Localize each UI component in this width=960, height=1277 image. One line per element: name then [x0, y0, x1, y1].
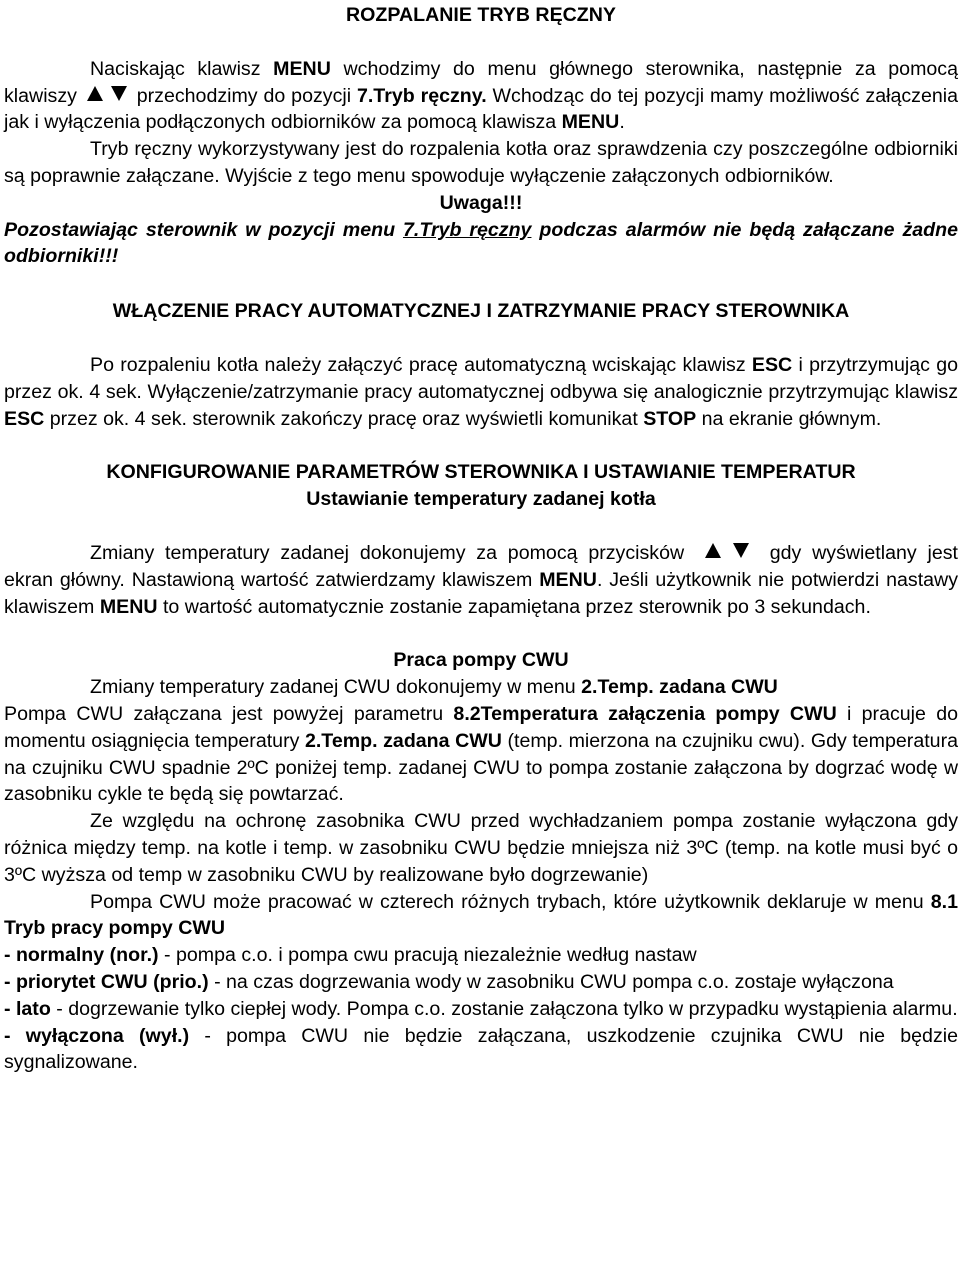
- paragraph-automatic-mode: Po rozpaleniu kotła należy załączyć pracę automatyczną wciskając klawisz ESC i przytrzymując go przez ok. 4 sek. Wyłączenie/zatrzymanie pracy automatycznej odbywa się analogicznie przytrzymując klawisz ESC przez ok. 4 sek. sterownik zakończy pracę oraz wyświetli komunikat STOP na ekranie głównym.: [4, 353, 958, 430]
- menu-position: 7.Tryb ręczny.: [356, 84, 487, 107]
- section-title-manual-mode: ROZPALANIE TRYB RĘCZNY: [346, 4, 616, 26]
- list-item-mode: - wyłączona (wył.) - pompa CWU nie będzie załączana, uszkodzenie czujnika CWU nie będzie sygnalizowane.: [4, 1024, 959, 1074]
- arrow-up-icon: [705, 543, 721, 558]
- paragraph-menu-entry: Naciskając klawisz MENU wchodzimy do menu głównego sterownika, następnie za pomocą klawiszy przechodzimy do pozycji 7.Tryb ręczny. Wchodząc do tej pozycji mamy możliwość załączenia jak i wyłączenia podłączonych odbiorników za pomocą klawisza MENU.: [4, 57, 959, 134]
- key-menu: MENU: [561, 111, 620, 134]
- parameter-name: 8.2Temperatura załączenia pompy CWU: [453, 702, 837, 725]
- key-menu: MENU: [539, 568, 597, 591]
- arrow-up-icon: [87, 86, 103, 101]
- paragraph-manual-mode-usage: Tryb ręczny wykorzystywany jest do rozpalenia kotła oraz sprawdzenia czy poszczególne odbiorniki są poprawnie załączane. Wyjście z tego menu spowoduje wyłączenie załączonych odbiorników.: [4, 138, 958, 187]
- list-item-mode: - normalny (nor.) - pompa c.o. i pompa cwu pracują niezależnie według nastaw: [4, 944, 697, 967]
- arrow-down-icon: [733, 543, 749, 558]
- arrow-down-icon: [111, 86, 127, 101]
- message-stop: STOP: [643, 407, 697, 430]
- section-title-configuration: KONFIGUROWANIE PARAMETRÓW STEROWNIKA I USTAWIANIE TEMPERATUR: [106, 461, 856, 484]
- subsection-title-boiler-temp: Ustawianie temperatury zadanej kotła: [306, 488, 656, 511]
- paragraph-dhw-pump-operation: Pompa CWU załączana jest powyżej parametru 8.2Temperatura załączenia pompy CWU i pracuje do momentu osiągnięcia temperatury 2.Temp. zadana CWU (temp. mierzona na czujniku cwu). Gdy temperatura na czujniku CWU spadnie 2ºC poniżej temp. zadanej CWU to pompa zostanie załączona by dogrzać wodę w zasobniku cykle te będą się powtarzać.: [4, 702, 958, 806]
- menu-position: 2.Temp. zadana CWU: [581, 676, 778, 699]
- paragraph-dhw-protection: Ze względu na ochronę zasobnika CWU przed wychładzaniem pompa zostanie wyłączona gdy różnica między temp. na kotle i temp. w zasobniku CWU będzie mniejsza niż 3ºC (temp. na kotle musi być o 3ºC wyższa od temp w zasobniku CWU by realizowane było dogrzewanie): [4, 810, 958, 886]
- paragraph-dhw-temp-menu: Zmiany temperatury zadanej CWU dokonujemy w menu 2.Temp. zadana CWU: [90, 676, 778, 699]
- key-esc: ESC: [4, 407, 45, 430]
- paragraph-boiler-temp: Zmiany temperatury zadanej dokonujemy za pomocą przycisków gdy wyświetlany jest ekran główny. Nastawioną wartość zatwierdzamy klawiszem MENU. Jeśli użytkownik nie potwierdzi nastawy klawiszem MENU to wartość automatycznie zostanie zapamiętana przez sterownik po 3 sekundach.: [4, 541, 958, 618]
- section-title-automatic-mode: WŁĄCZENIE PRACY AUTOMATYCZNEJ I ZATRZYMANIE PRACY STEROWNIKA: [112, 300, 850, 323]
- key-menu: MENU: [99, 595, 158, 618]
- warning-text: Pozostawiając sterownik w pozycji menu 7.Tryb ręczny podczas alarmów nie będą załączane żadne odbiorniki!!!: [4, 218, 958, 268]
- warning-label: Uwaga!!!: [439, 191, 523, 214]
- paragraph-dhw-modes-intro: Pompa CWU może pracować w czterech różnych trybach, które użytkownik deklaruje w menu 8.1 Tryb pracy pompy CWU: [4, 890, 958, 940]
- menu-position: 7.Tryb ręczny: [402, 218, 532, 241]
- key-esc: ESC: [751, 353, 793, 376]
- menu-position: 2.Temp. zadana CWU: [304, 729, 502, 752]
- key-menu: MENU: [273, 57, 331, 80]
- document-page: [4, 0, 958, 1076]
- menu-position: 8.1 Tryb pracy pompy CWU: [4, 890, 958, 940]
- list-item-mode: - lato - dogrzewanie tylko ciepłej wody. Pompa c.o. zostanie załączona tylko w przypadku wystąpienia alarmu.: [4, 997, 958, 1020]
- subsection-title-dhw-pump: Praca pompy CWU: [393, 649, 569, 672]
- list-item-mode: - priorytet CWU (prio.) - na czas dogrzewania wody w zasobniku CWU pompa c.o. zostaje wyłączona: [4, 970, 894, 993]
